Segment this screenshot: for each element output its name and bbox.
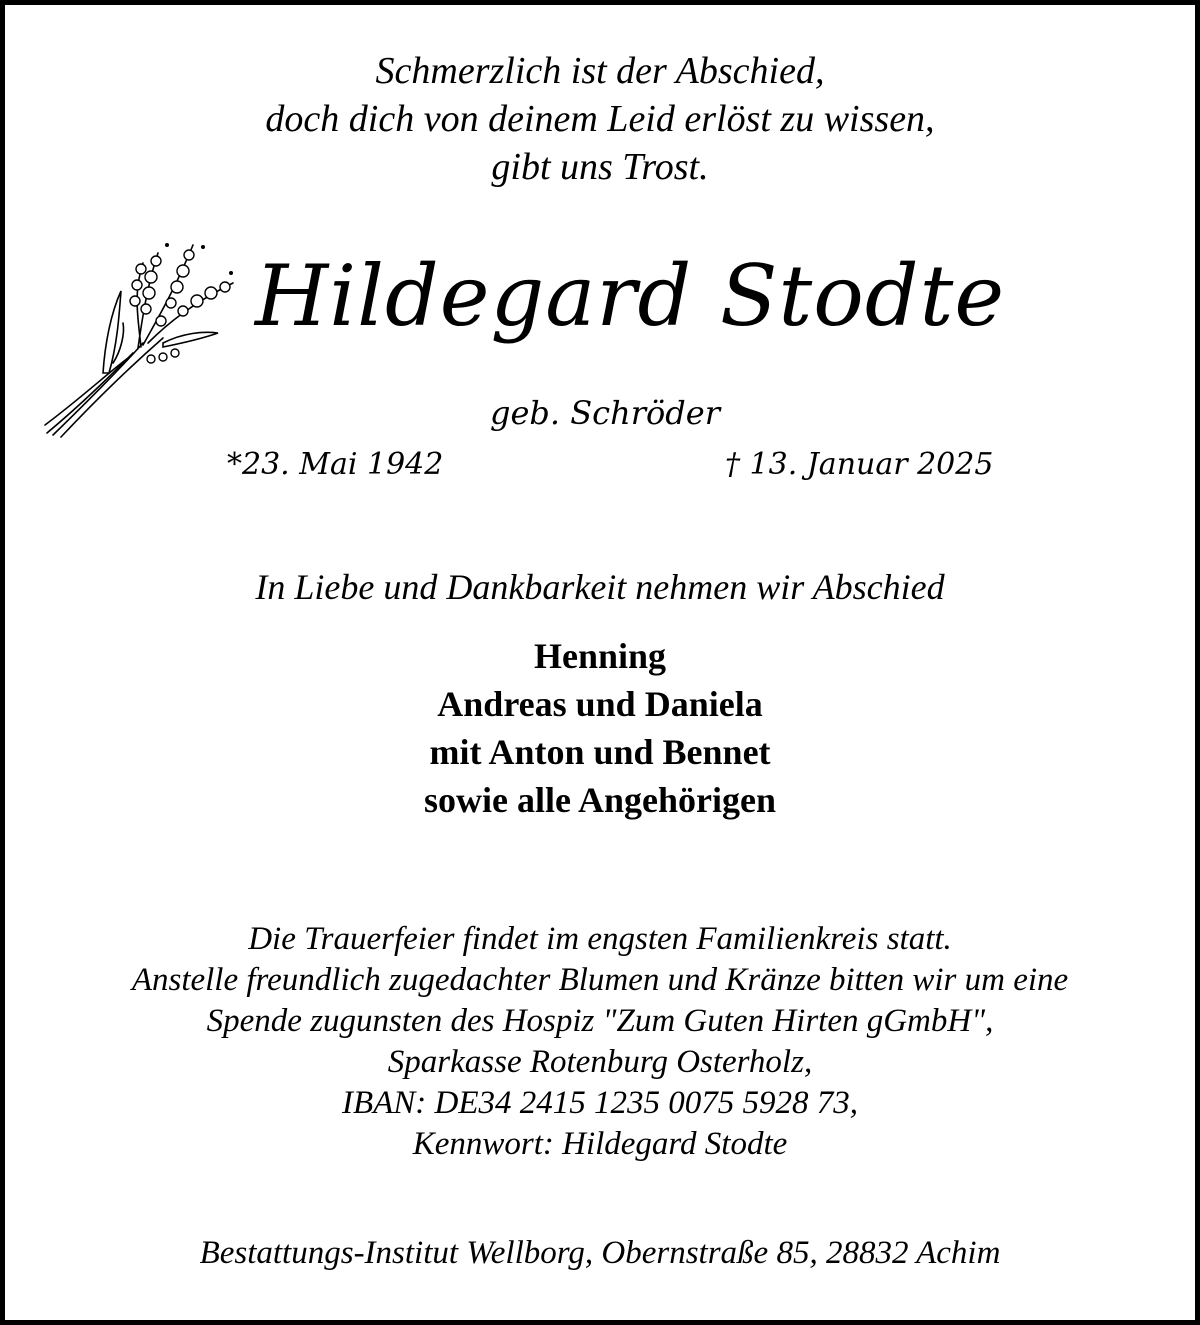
mourner-line: mit Anton und Bennet: [429, 732, 771, 772]
death-date: † 13. Januar 2025: [725, 447, 994, 482]
undertaker-address: Bestattungs-Institut Wellborg, Obernstraße 85, 28832 Achim: [199, 1235, 1001, 1271]
mourner-line: sowie alle Angehörigen: [424, 780, 776, 820]
motto-line-1: Schmerzlich ist der Abschied,: [375, 50, 825, 92]
notice-line: Die Trauerfeier findet im engsten Familienkreis statt.: [248, 921, 952, 957]
keyword-line: Kennwort: Hildegard Stodte: [412, 1126, 788, 1162]
notice-line: Sparkasse Rotenburg Osterholz,: [387, 1044, 813, 1080]
lily-of-the-valley-bouquet-icon: [43, 233, 243, 443]
deceased-name: Hildegard Stodte: [255, 247, 1006, 345]
farewell-intro: In Liebe und Dankbarkeit nehmen wir Abschied: [255, 567, 945, 607]
birth-date: *23. Mai 1942: [227, 447, 444, 482]
notice-line: Spende zugunsten des Hospiz "Zum Guten Hirten gGmbH",: [206, 1003, 994, 1039]
motto-line-3: gibt uns Trost.: [491, 146, 709, 188]
notice-line: Anstelle freundlich zugedachter Blumen und Kränze bitten wir um eine: [131, 962, 1069, 998]
mourner-line: Andreas und Daniela: [437, 684, 763, 724]
mourner-line: Henning: [533, 636, 667, 676]
iban-line: IBAN: DE34 2415 1235 0075 5928 73,: [341, 1085, 859, 1121]
maiden-name: geb. Schröder: [490, 394, 720, 432]
motto-line-2: doch dich von deinem Leid erlöst zu wissen,: [265, 98, 935, 140]
